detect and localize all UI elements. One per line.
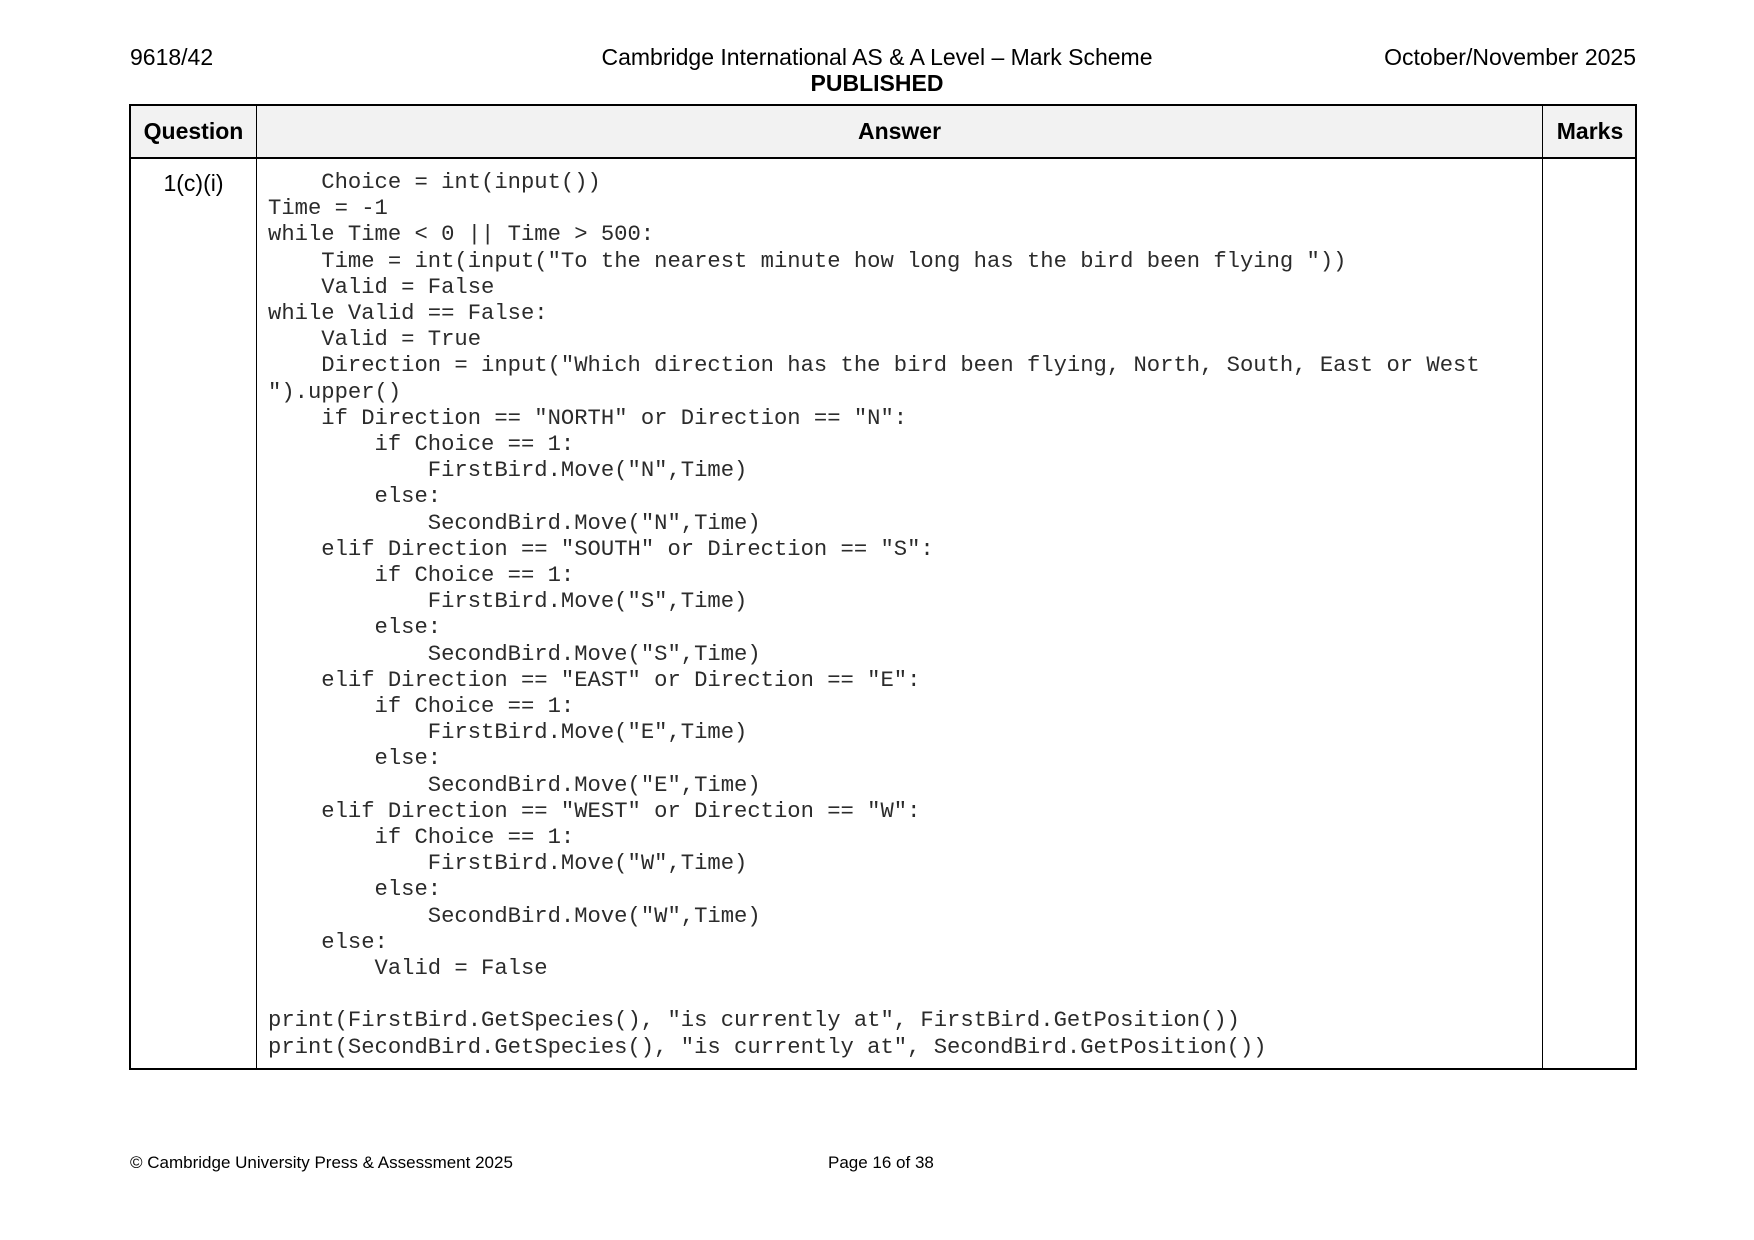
table-header-row: [131, 106, 1635, 159]
code-line: if Choice == 1:: [268, 432, 575, 458]
code-line: while Time < 0 || Time > 500:: [268, 222, 655, 248]
code-line: Choice = int(input()): [268, 170, 601, 195]
code-line: elif Direction == "EAST" or Direction == "E":: [268, 667, 921, 693]
code-line: else:: [268, 746, 442, 772]
code-line: if Choice == 1:: [268, 694, 575, 720]
code-line: SecondBird.Move("W",Time): [268, 903, 761, 929]
code-line: FirstBird.Move("N",Time): [268, 458, 748, 484]
code-line: FirstBird.Move("W",Time): [268, 851, 748, 877]
code-line: Time = -1: [268, 196, 388, 222]
document-subtitle: PUBLISHED: [810, 70, 944, 96]
document-title: Cambridge International AS & A Level – Mark Scheme: [601, 44, 1153, 70]
code-line: Valid = False: [268, 274, 495, 300]
code-line: Valid = True: [268, 327, 482, 353]
code-line: if Direction == "NORTH" or Direction == "N":: [268, 405, 908, 431]
code-line: FirstBird.Move("E",Time): [268, 720, 748, 746]
code-line: else:: [268, 929, 388, 955]
column-divider: [1542, 106, 1543, 1068]
code-line: elif Direction == "SOUTH" or Direction == "S":: [268, 536, 934, 562]
code-line: if Choice == 1:: [268, 563, 575, 589]
mark-scheme-table: [129, 104, 1637, 1070]
code-line: elif Direction == "WEST" or Direction == "W":: [268, 798, 921, 824]
code-line: if Choice == 1:: [268, 825, 575, 851]
question-number: 1(c)(i): [163, 170, 224, 196]
code-line: FirstBird.Move("S",Time): [268, 589, 748, 615]
code-line: print(FirstBird.GetSpecies(), "is currently at", FirstBird.GetPosition()): [268, 1008, 1240, 1034]
paper-code: 9618/42: [130, 44, 214, 70]
exam-session: October/November 2025: [1384, 44, 1636, 70]
page-number: Page 16 of 38: [828, 1153, 934, 1172]
code-line: print(SecondBird.GetSpecies(), "is currently at", SecondBird.GetPosition()): [268, 1034, 1267, 1060]
code-line: else:: [268, 484, 442, 510]
column-divider: [256, 106, 257, 1068]
header-answer: Answer: [857, 118, 942, 144]
code-line: SecondBird.Move("S",Time): [268, 641, 761, 667]
code-line: [268, 982, 1536, 1008]
code-line: Direction = input("Which direction has the bird been flying, North, South, East or West ").upper(): [268, 353, 1493, 405]
header-question: Question: [143, 118, 244, 144]
code-line: else:: [268, 877, 442, 903]
code-line: Valid = False: [268, 956, 548, 982]
code-line: SecondBird.Move("N",Time): [268, 510, 761, 536]
code-line: else:: [268, 615, 442, 641]
answer-code: [268, 170, 1536, 1061]
header-marks: Marks: [1556, 118, 1624, 144]
code-line: while Valid == False:: [268, 301, 548, 327]
code-line: SecondBird.Move("E",Time): [268, 772, 761, 798]
copyright-notice: © Cambridge University Press & Assessment 2025: [130, 1153, 513, 1172]
code-line: Time = int(input("To the nearest minute how long has the bird been flying ")): [268, 248, 1347, 274]
